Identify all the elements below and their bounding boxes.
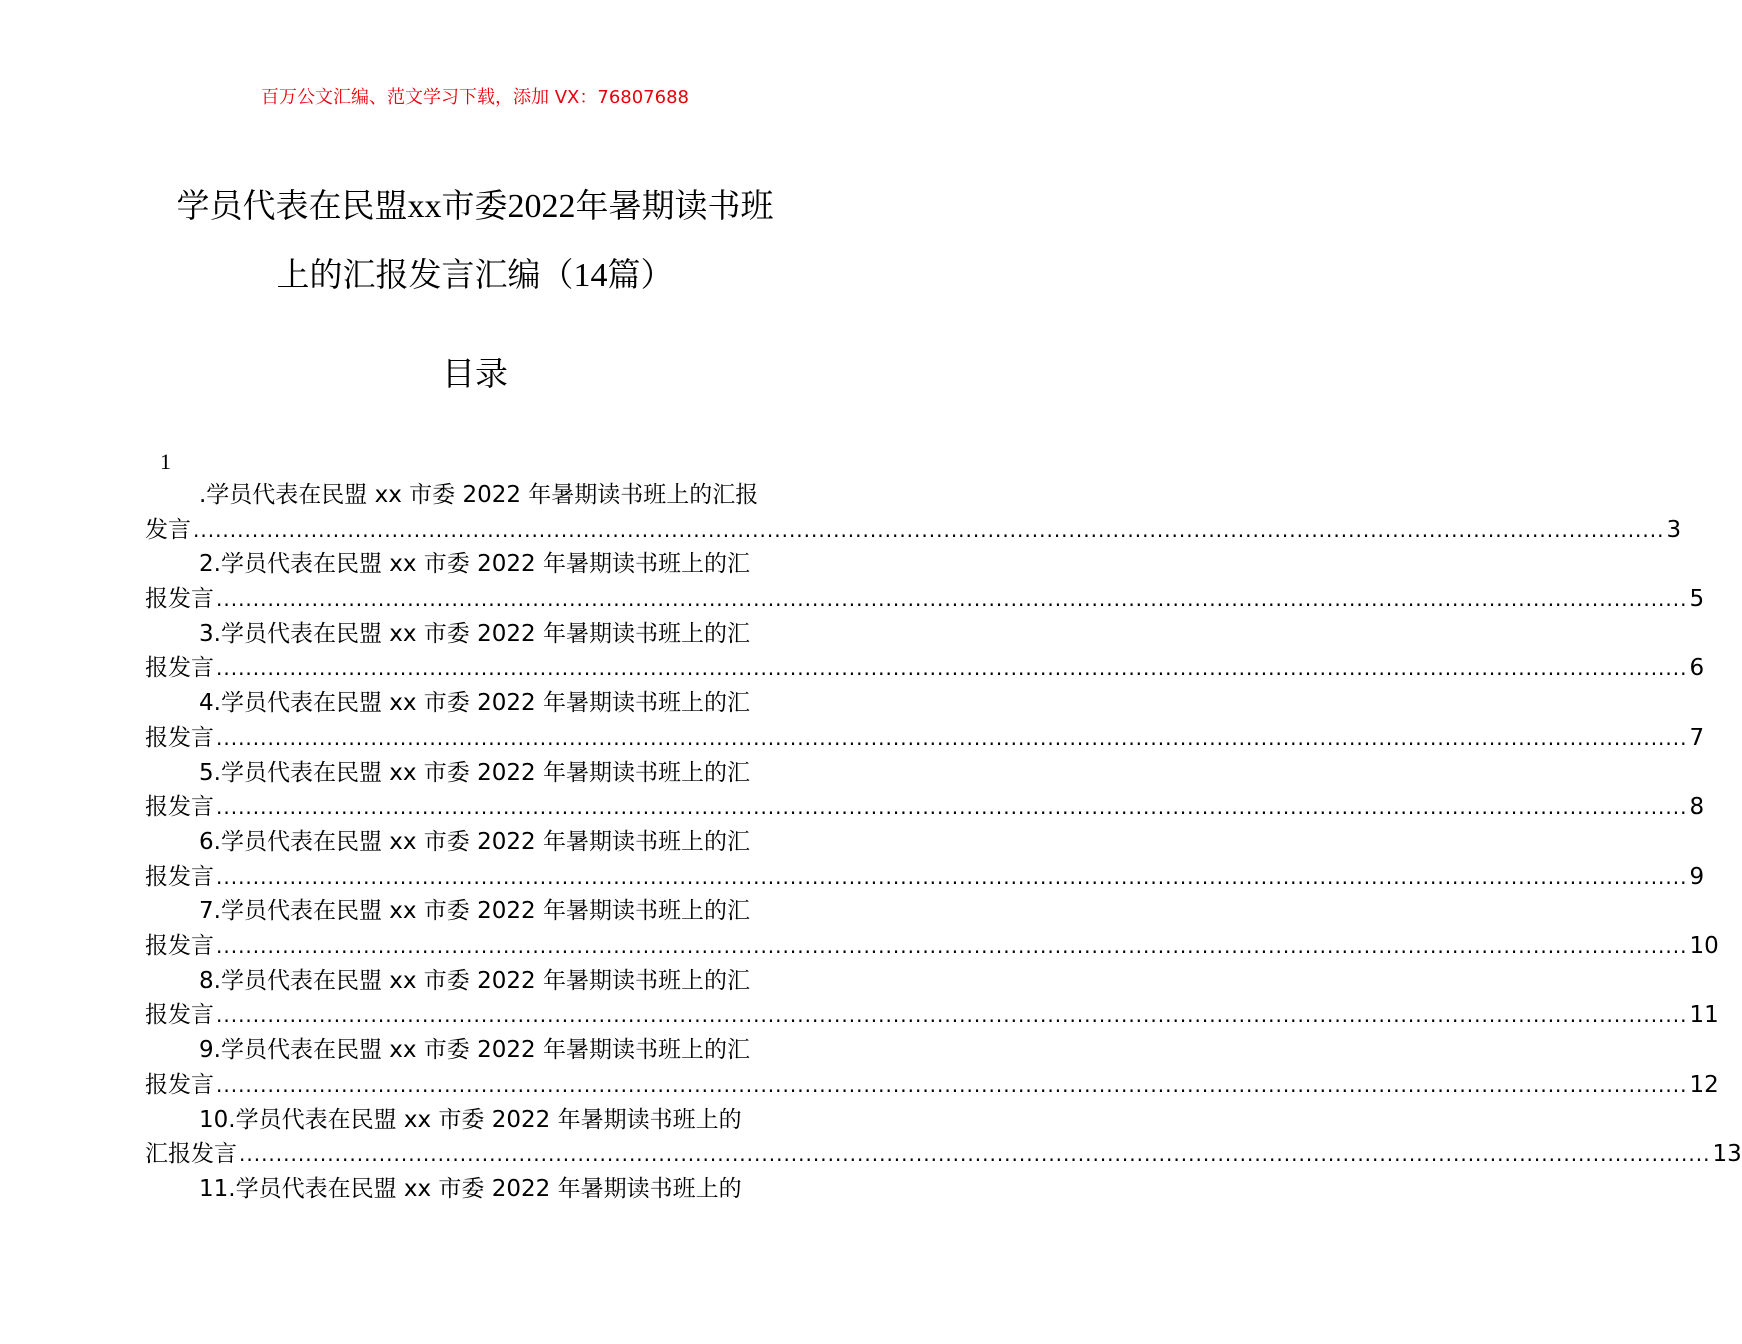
toc-entry[interactable] bbox=[145, 1033, 1719, 1102]
toc-entry[interactable] bbox=[145, 756, 1705, 825]
title-part: xx bbox=[407, 188, 442, 225]
toc-entry-title: 2.学员代表在民盟 xx 市委 2022 年暑期读书班上的汇 bbox=[199, 551, 750, 578]
toc-entry-title: 6.学员代表在民盟 xx 市委 2022 年暑期读书班上的汇 bbox=[199, 828, 750, 855]
toc-entry[interactable] bbox=[145, 894, 1719, 963]
toc-entry-title: 11.学员代表在民盟 xx 市委 2022 年暑期读书班上的 bbox=[199, 1175, 742, 1202]
dot-leader: ........................................................................................................................................................................................................ bbox=[193, 517, 1665, 542]
toc-page-number: 7 bbox=[1689, 724, 1705, 751]
toc-entry-title-rest: 报发言 bbox=[145, 586, 214, 613]
toc-entry[interactable] bbox=[145, 1172, 807, 1241]
toc-page-number: 6 bbox=[1689, 655, 1705, 682]
toc-entry-title: 5.学员代表在民盟 xx 市委 2022 年暑期读书班上的汇 bbox=[199, 759, 750, 786]
title-part: 市委 bbox=[441, 186, 508, 225]
toc-page-number: 11 bbox=[1689, 1002, 1719, 1029]
toc-entry-title: 8.学员代表在民盟 xx 市委 2022 年暑期读书班上的汇 bbox=[199, 967, 750, 994]
toc-entry-continuation bbox=[145, 929, 1719, 964]
toc-entry-title: 4.学员代表在民盟 xx 市委 2022 年暑期读书班上的汇 bbox=[199, 690, 750, 717]
toc-entry-continuation bbox=[145, 651, 1705, 686]
toc-entry[interactable] bbox=[145, 1103, 1742, 1172]
title-part: 14 bbox=[573, 257, 608, 294]
toc-entry-title-rest: 报发言 bbox=[145, 1002, 214, 1029]
toc-page-number: 8 bbox=[1689, 794, 1705, 821]
toc-entry-continuation bbox=[145, 860, 1705, 895]
title-part: 上的汇报发言汇编（ bbox=[276, 255, 574, 294]
dot-leader: ........................................................................................................................................................................................................ bbox=[216, 656, 1688, 681]
toc-entry-title-rest: 报发言 bbox=[145, 1071, 214, 1098]
dot-leader: ........................................................................................................................................................................................................ bbox=[216, 725, 1688, 750]
toc-entry-title-rest: 报发言 bbox=[145, 655, 214, 682]
toc-number-marker: 1 bbox=[160, 449, 171, 474]
dot-leader: ........................................................................................................................................................................................................ bbox=[216, 1003, 1688, 1028]
dot-leader: ........................................................................................................................................................................................................ bbox=[239, 1142, 1711, 1167]
dot-leader: ........................................................................................................................................................................................................ bbox=[216, 1072, 1688, 1097]
title-part: 2022 bbox=[507, 188, 576, 225]
toc-entry-title-rest: 汇报发言 bbox=[145, 1141, 237, 1168]
toc-entry-title: 10.学员代表在民盟 xx 市委 2022 年暑期读书班上的 bbox=[199, 1106, 742, 1133]
toc-entry-continuation bbox=[145, 582, 1705, 617]
toc-entry-continuation bbox=[145, 721, 1705, 756]
toc-entry[interactable] bbox=[145, 547, 1705, 616]
dot-leader: ........................................................................................................................................................................................................ bbox=[216, 864, 1688, 889]
toc-entry-title: 9.学员代表在民盟 xx 市委 2022 年暑期读书班上的汇 bbox=[199, 1037, 750, 1064]
title-part: 篇） bbox=[607, 255, 674, 294]
toc-entry-title-rest: 报发言 bbox=[145, 724, 214, 751]
toc-entry-title: .学员代表在民盟 xx 市委 2022 年暑期读书班上的汇报 bbox=[199, 482, 759, 508]
toc-page-number: 3 bbox=[1666, 516, 1682, 543]
toc-page-number: 5 bbox=[1689, 586, 1705, 613]
toc-entry[interactable] bbox=[145, 825, 1705, 894]
toc-entry-title: 7.学员代表在民盟 xx 市委 2022 年暑期读书班上的汇 bbox=[199, 898, 750, 925]
toc-entry-continuation bbox=[145, 513, 1682, 548]
toc-page-number: 10 bbox=[1689, 933, 1719, 960]
dot-leader: ........................................................................................................................................................................................................ bbox=[216, 587, 1688, 612]
document-title bbox=[120, 172, 830, 310]
toc-entry-continuation bbox=[145, 1068, 1719, 1103]
toc-entry-title: 3.学员代表在民盟 xx 市委 2022 年暑期读书班上的汇 bbox=[199, 620, 750, 647]
table-of-contents bbox=[145, 478, 1742, 1241]
toc-page-number: 13 bbox=[1712, 1141, 1742, 1168]
toc-entry[interactable] bbox=[145, 964, 1719, 1033]
toc-entry[interactable] bbox=[145, 617, 1705, 686]
dot-leader: ........................................................................................................................................................................................................ bbox=[216, 795, 1688, 820]
toc-entry-title-rest: 报发言 bbox=[145, 863, 214, 890]
toc-entry-continuation bbox=[145, 998, 1719, 1033]
title-line-1 bbox=[120, 172, 830, 241]
title-part: 年暑期读书班 bbox=[575, 186, 774, 225]
toc-page-number: 9 bbox=[1689, 863, 1705, 890]
toc-entry-title-rest: 报发言 bbox=[145, 933, 214, 960]
toc-entry[interactable] bbox=[145, 478, 1682, 547]
toc-heading: 目录 bbox=[442, 354, 508, 393]
toc-entry[interactable] bbox=[145, 686, 1705, 755]
toc-entry-continuation bbox=[145, 1137, 1742, 1172]
toc-entry-title-rest: 报发言 bbox=[145, 794, 214, 821]
toc-entry-title-rest: 发言 bbox=[145, 516, 191, 543]
title-line-2 bbox=[120, 241, 830, 310]
title-part: 学员代表在民盟 bbox=[176, 186, 408, 225]
toc-page-number: 12 bbox=[1689, 1071, 1719, 1098]
dot-leader: ........................................................................................................................................................................................................ bbox=[216, 934, 1688, 959]
toc-entry-continuation bbox=[145, 790, 1705, 825]
promo-banner: 百万公文汇编、范文学习下载，添加 VX：76807688 bbox=[261, 87, 689, 108]
